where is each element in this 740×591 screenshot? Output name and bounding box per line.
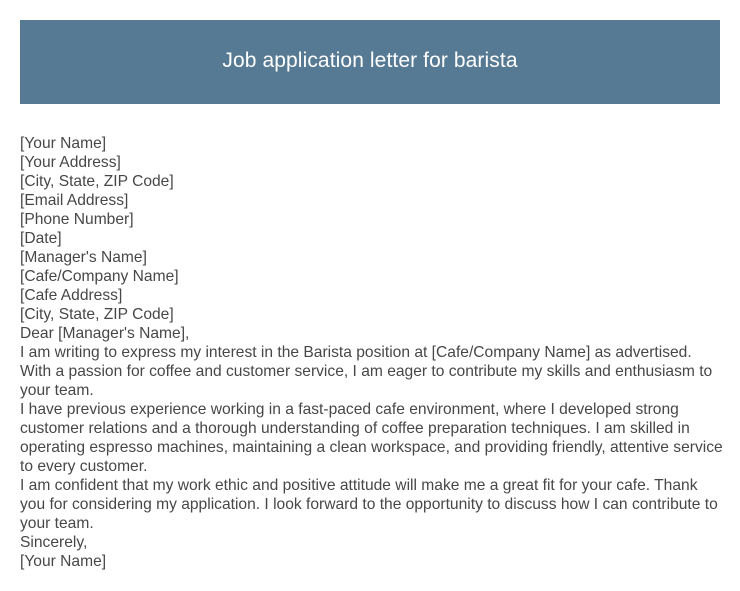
sender-email: [Email Address] [20, 192, 129, 209]
sender-name: [Your Name] [20, 135, 107, 152]
sender-phone: [Phone Number] [20, 211, 134, 228]
recipient-city-state-zip: [City, State, ZIP Code] [20, 306, 174, 323]
closing: Sincerely, [20, 534, 88, 551]
recipient-company: [Cafe/Company Name] [20, 268, 179, 285]
title-banner [20, 20, 720, 104]
letter-date: [Date] [20, 230, 62, 247]
page-title: Job application letter for barista [222, 49, 518, 72]
letter-body [20, 134, 725, 571]
sender-address: [Your Address] [20, 154, 121, 171]
recipient-name: [Manager's Name] [20, 249, 147, 266]
paragraph-experience: I have previous experience working in a fast-paced cafe environment, where I developed strong customer relations and a thorough understanding of coffee preparation techniques. I am skilled in operating espresso machines, maintaining a clean workspace, and providing friendly, attentive service to every customer. [20, 401, 723, 475]
paragraph-intro: I am writing to express my interest in the Barista position at [Cafe/Company Name] as advertised. With a passion for coffee and customer service, I am eager to contribute my skills and enthusiasm to your team. [20, 344, 713, 399]
recipient-address: [Cafe Address] [20, 287, 123, 304]
sender-city-state-zip: [City, State, ZIP Code] [20, 173, 174, 190]
paragraph-closing: I am confident that my work ethic and positive attitude will make me a great fit for your cafe. Thank you for considering my application. I look forward to the opportunity to discuss how I can contribute to your team. [20, 477, 718, 532]
salutation: Dear [Manager's Name], [20, 325, 190, 342]
signature: [Your Name] [20, 553, 107, 570]
